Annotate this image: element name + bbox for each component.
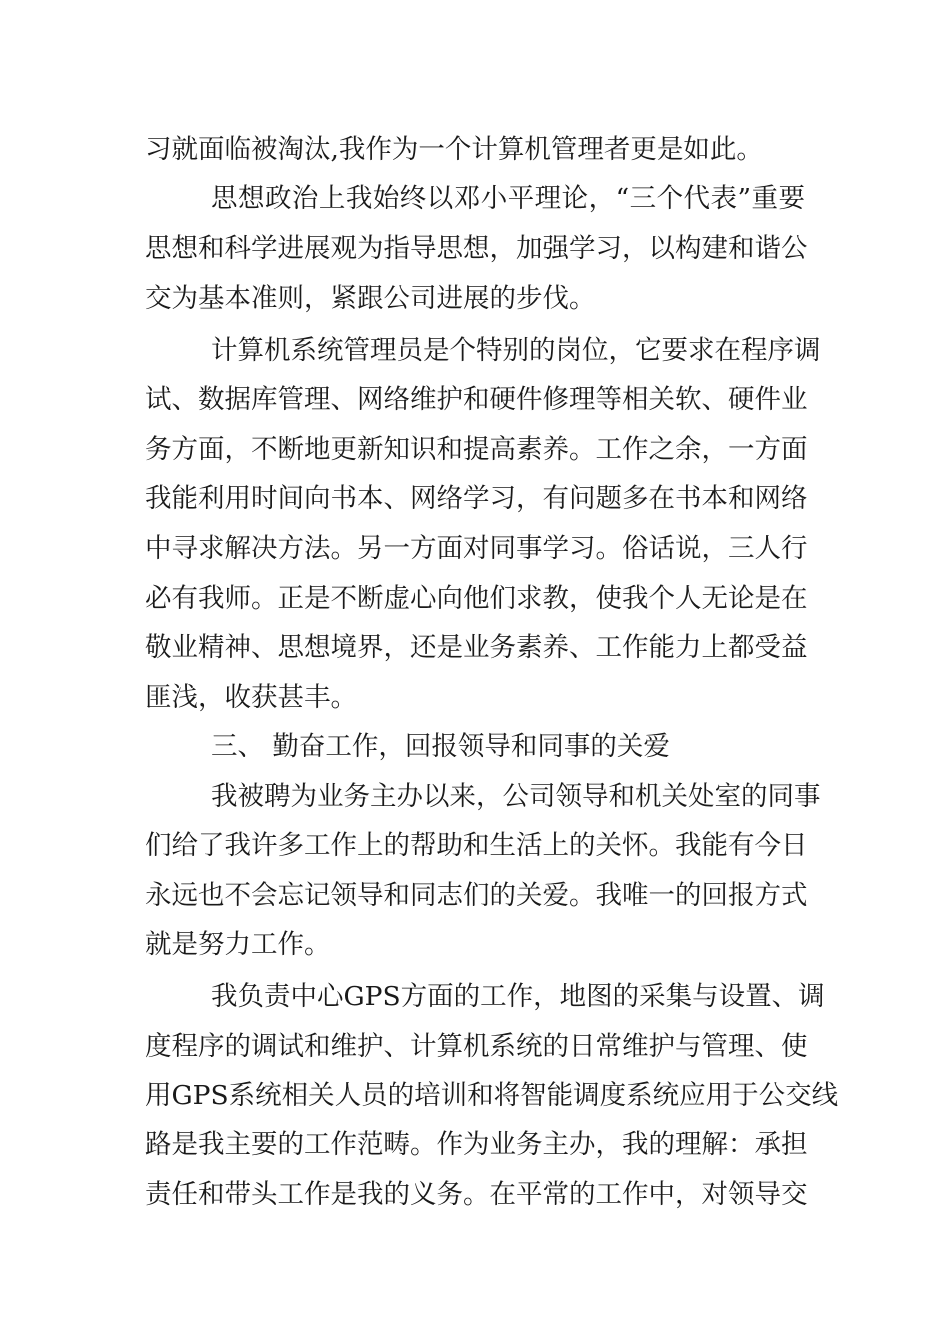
text-line: 敬业精神、思想境界，还是业务素养、工作能力上都受益: [145, 632, 808, 663]
text-line: 思想政治上我始终以邓小平理论，“三个代表”重要: [211, 183, 805, 214]
text-line: 中寻求解决方法。另一方面对同事学习。俗话说，三人行: [145, 533, 808, 564]
section-heading: 三、 勤奋工作，回报领导和同事的关爱: [211, 731, 670, 762]
text-line: 就是努力工作。: [145, 929, 331, 960]
text-line: 必有我师。正是不断虚心向他们求教，使我个人无论是在: [145, 583, 808, 614]
text-line: 计算机系统管理员是个特别的岗位，它要求在程序调: [211, 335, 821, 366]
text-line: 路是我主要的工作范畴。作为业务主办，我的理解：承担: [145, 1129, 808, 1160]
text-line: 我被聘为业务主办以来，公司领导和机关处室的同事: [211, 781, 821, 812]
text-line: 交为基本准则，紧跟公司进展的步伐。: [145, 283, 596, 314]
text-line: 习就面临被淘汰,我作为一个计算机管理者更是如此。: [145, 134, 763, 165]
text-line: 我负责中心GPS方面的工作，地图的采集与设置、调: [211, 981, 825, 1012]
text-line: 责任和带头工作是我的义务。在平常的工作中，对领导交: [145, 1179, 808, 1210]
text-line: 们给了我许多工作上的帮助和生活上的关怀。我能有今日: [145, 830, 808, 861]
text-line: 试、数据库管理、网络维护和硬件修理等相关软、硬件业: [145, 384, 808, 415]
text-line: 永远也不会忘记领导和同志们的关爱。我唯一的回报方式: [145, 880, 808, 911]
text-line: 用GPS系统相关人员的培训和将智能调度系统应用于公交线: [145, 1080, 839, 1111]
text-line: 我能利用时间向书本、网络学习，有问题多在书本和网络: [145, 483, 808, 514]
text-line: 度程序的调试和维护、计算机系统的日常维护与管理、使: [145, 1031, 808, 1062]
text-line: 务方面，不断地更新知识和提高素养。工作之余，一方面: [145, 434, 808, 465]
text-line: 匪浅，收获甚丰。: [145, 682, 357, 713]
text-line: 思想和科学进展观为指导思想，加强学习，以构建和谐公: [145, 233, 808, 264]
